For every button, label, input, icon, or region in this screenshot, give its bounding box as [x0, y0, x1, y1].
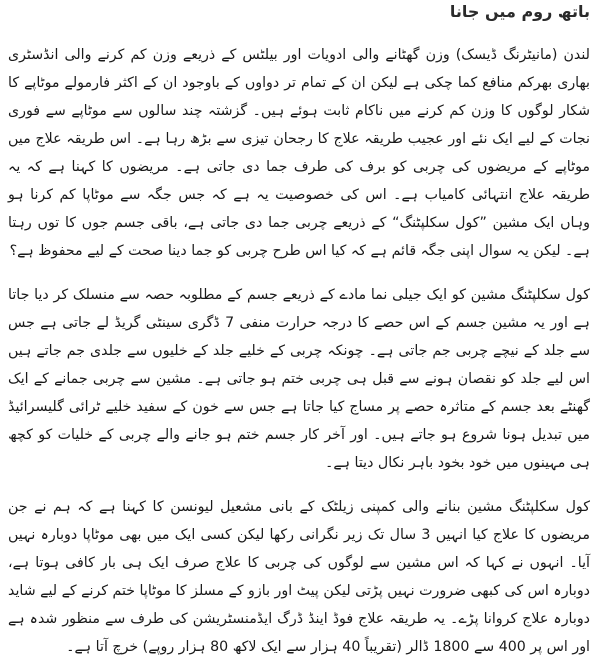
- article-paragraph-3: کول سکلپٹنگ مشین بنانے والی کمپنی زیلٹک کے بانی مشعیل لیونسن کا کہنا ہے کہ ہم نے جن مریضوں کا علاج کیا انہیں 3 سال تک زیر نگرانی رکھا لیکن کسی ایک میں بھی موٹاپا دوبارہ نہیں آیا۔ انہوں نے کہا کہ اس مشین سے لوگوں کی چربی کا علاج صرف ایک ہی بار کافی ہوتا ہے، دوبارہ اس کی کبھی ضرورت نہیں پڑتی لیکن پیٹ اور بازو کے مسلز کا موٹاپا ختم کرنے کے لیے شاید دوبارہ علاج کروانا پڑے۔ یہ طریقہ علاج فوڈ اینڈ ڈرگ ایڈمنسٹریشن کی طرف سے منظور شدہ ہے اور اس پر 400 سے 1800 ڈالر (تقریباً 40 ہزار سے ایک لاکھ 80 ہزار روپے) خرچ آتا ہے۔: [8, 499, 590, 655]
- article-title: باتھ روم میں جانا: [449, 2, 590, 21]
- article-paragraph-2: کول سکلپٹنگ مشین کو ایک جیلی نما مادے کے ذریعے جسم کے مطلوبہ حصہ سے منسلک کر دیا جاتا ہے اور یہ مشین جسم کے اس حصے کا درجہ حرارت منفی 7 ڈگری سینٹی گریڈ لے جاتی ہے جس سے جلد کے نیچے چربی جم جاتی ہے۔ چونکہ چربی کے خلیے جلد کے خلیوں سے جلدی جم جاتے ہیں اس لیے جلد کو نقصان ہونے سے قبل ہی چربی ختم ہو جاتی ہے۔ مشین سے چربی جمانے کے ایک گھنٹے بعد جسم کے متاثرہ حصے پر مساج کیا جاتا ہے جس سے خون کے سفید خلیے ٹرائی گلیسرائیڈ میں تبدیل ہونا شروع ہو جاتے ہیں۔ اور آخر کار جسم ختم ہو جانے والے چربی کے خلیات کو کچھ ہی مہینوں میں خود بخود باہر نکال دیتا ہے۔: [8, 287, 590, 471]
- article-paragraph-1: لندن (مانیٹرنگ ڈیسک) وزن گھٹانے والی ادویات اور بیلٹس کے ذریعے وزن کم کرنے والی انڈسٹری بھاری بھرکم منافع کما چکی ہے لیکن ان کے تمام تر دواوں کے باوجود ان کے اکثر فارمولے موٹاپے کا شکار لوگوں کا وزن کم کرنے میں ناکام ثابت ہوئے ہیں۔ گزشتہ چند سالوں سے موٹاپے سے فوری نجات کے لیے ایک نئے اور عجیب طریقہ علاج کا رجحان تیزی سے بڑھ رہا ہے۔ اس طریقہ علاج میں موٹاپے کے مریضوں کی چربی کو برف کی طرف جما دی جاتی ہے۔ مریضوں کا کہنا ہے کہ یہ طریقہ علاج انتہائی کامیاب ہے۔ اس کی خصوصیت یہ ہے کہ جس جگہ سے موٹاپا کم کرنا ہو وہاں ایک مشین ”کول سکلپٹنگ“ کے ذریعے چربی جما دی جاتی ہے، باقی جسم جوں کا توں رہتا ہے۔ لیکن یہ سوال اپنی جگہ قائم ہے کہ کیا اس طرح چربی کو جما دینا صحت کے لیے محفوظ ہے؟: [8, 47, 590, 259]
